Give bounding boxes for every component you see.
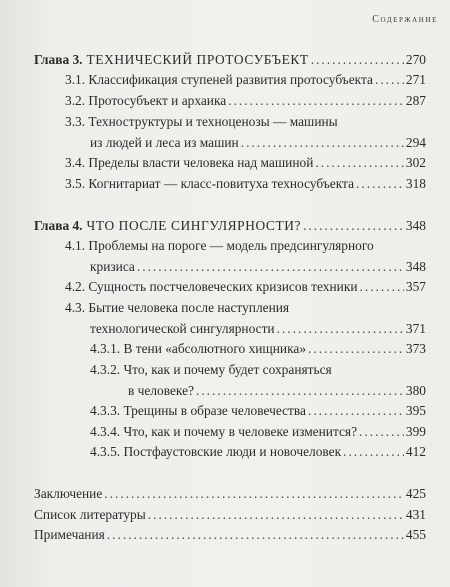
toc-section-4-1-line1 bbox=[65, 236, 426, 256]
section-title: 4.3.2. Что, как и почему будет сохраняться bbox=[90, 362, 332, 377]
leader-dots bbox=[308, 401, 404, 421]
page-number: 455 bbox=[405, 527, 426, 542]
toc-subsection-4-3-4 bbox=[90, 422, 426, 442]
leader-dots bbox=[356, 174, 404, 194]
page-number: 395 bbox=[405, 403, 426, 418]
toc-section-4-2 bbox=[65, 277, 426, 297]
leader-dots bbox=[375, 70, 404, 90]
toc-chapter-3 bbox=[34, 50, 426, 70]
page-number: 431 bbox=[405, 507, 426, 522]
leader-dots bbox=[241, 133, 404, 153]
section-title: Примечания bbox=[34, 527, 105, 542]
leader-dots bbox=[303, 216, 404, 236]
section-title-continued: в человеке? bbox=[128, 383, 194, 398]
toc-section-3-5 bbox=[65, 174, 426, 194]
leader-dots bbox=[148, 505, 404, 525]
section-title-continued: из людей и леса из машин bbox=[90, 135, 239, 150]
section-title: 3.3. Техноструктуры и техноценозы — машины bbox=[65, 114, 338, 129]
toc-conclusion bbox=[34, 484, 426, 504]
section-title: 4.3.3. Трещины в образе человечества bbox=[90, 403, 306, 418]
section-title: 4.3.5. Постфаустовские люди и новочеловек bbox=[90, 444, 342, 459]
page-number: 425 bbox=[405, 486, 426, 501]
page-number: 294 bbox=[405, 135, 426, 150]
toc-subsection-4-3-2-line2 bbox=[128, 381, 426, 401]
chapter-title: ТЕХНИЧЕСКИЙ ПРОТОСУБЪЕКТ bbox=[86, 52, 309, 67]
toc-subsection-4-3-5 bbox=[90, 442, 426, 462]
leader-dots bbox=[360, 277, 404, 297]
section-title: 3.2. Протосубъект и архаика bbox=[65, 93, 227, 108]
page-number: 380 bbox=[405, 383, 426, 398]
toc-section-3-3-line2 bbox=[90, 133, 426, 153]
toc-notes bbox=[34, 525, 426, 545]
page-number: 348 bbox=[405, 259, 426, 274]
page-number: 302 bbox=[405, 155, 426, 170]
toc-subsection-4-3-1 bbox=[90, 339, 426, 359]
section-title: 3.4. Пределы власти человека над машиной bbox=[65, 155, 314, 170]
page-number: 287 bbox=[405, 93, 426, 108]
chapter-number: Глава 4. bbox=[34, 218, 83, 233]
leader-dots bbox=[311, 50, 404, 70]
toc-section-3-4 bbox=[65, 153, 426, 173]
toc-section-3-3-line1 bbox=[65, 112, 426, 132]
page-number: 270 bbox=[405, 52, 426, 67]
toc-chapter-4 bbox=[34, 216, 426, 236]
page-number: 357 bbox=[405, 279, 426, 294]
toc-section-4-3-line2 bbox=[90, 319, 426, 339]
leader-dots bbox=[196, 381, 404, 401]
section-title: Заключение bbox=[34, 486, 103, 501]
leader-dots bbox=[137, 257, 404, 277]
page-number: 373 bbox=[405, 341, 426, 356]
page-number: 348 bbox=[405, 218, 426, 233]
section-title: 4.1. Проблемы на пороге — модель предсингулярного bbox=[65, 238, 374, 253]
page-number: 271 bbox=[405, 72, 426, 87]
section-title: 3.1. Классификация ступеней развития протосубъекта bbox=[65, 72, 373, 87]
chapter-number: Глава 3. bbox=[34, 52, 83, 67]
page-number: 412 bbox=[405, 444, 426, 459]
chapter-title: ЧТО ПОСЛЕ СИНГУЛЯРНОСТИ? bbox=[86, 218, 302, 233]
leader-dots bbox=[359, 422, 404, 442]
toc-section-3-1 bbox=[65, 70, 426, 90]
running-head: Содержание bbox=[372, 14, 438, 25]
page-number: 318 bbox=[405, 176, 426, 191]
section-title: 3.5. Когнитариат — класс-повитуха техносубъекта bbox=[65, 176, 355, 191]
page-number: 399 bbox=[405, 424, 426, 439]
section-title-continued: кризиса bbox=[90, 259, 135, 274]
leader-dots bbox=[315, 153, 404, 173]
section-title: 4.2. Сущность постчеловеческих кризисов техники bbox=[65, 279, 358, 294]
toc-subsection-4-3-3 bbox=[90, 401, 426, 421]
page-number: 371 bbox=[405, 321, 426, 336]
toc-section-4-3-line1 bbox=[65, 298, 426, 318]
section-title: 4.3.1. В тени «абсолютного хищника» bbox=[90, 341, 307, 356]
toc-section-3-2 bbox=[65, 91, 426, 111]
section-title: 4.3. Бытие человека после наступления bbox=[65, 300, 290, 315]
toc-subsection-4-3-2-line1 bbox=[90, 360, 426, 380]
section-title: Список литературы bbox=[34, 507, 146, 522]
toc-bibliography bbox=[34, 505, 426, 525]
section-title: 4.3.4. Что, как и почему в человеке изменится? bbox=[90, 424, 358, 439]
leader-dots bbox=[343, 442, 404, 462]
leader-dots bbox=[107, 525, 404, 545]
leader-dots bbox=[228, 91, 404, 111]
leader-dots bbox=[277, 319, 404, 339]
leader-dots bbox=[104, 484, 404, 504]
section-title-continued: технологической сингулярности bbox=[90, 321, 275, 336]
toc-section-4-1-line2 bbox=[90, 257, 426, 277]
leader-dots bbox=[308, 339, 404, 359]
